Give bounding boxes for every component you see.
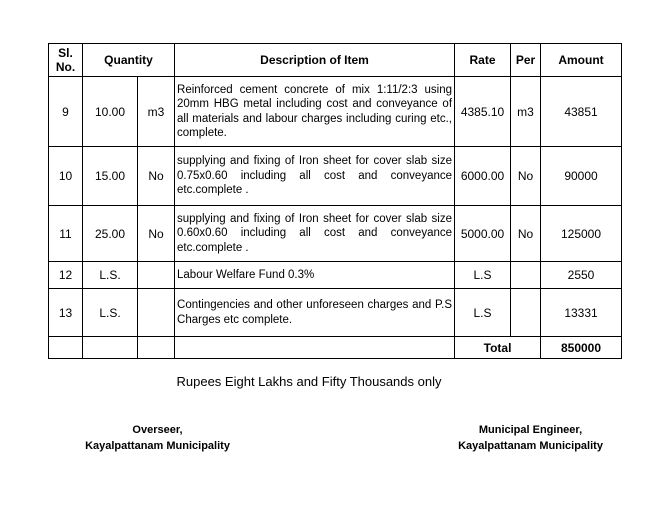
cell-sl: 12 <box>49 262 83 289</box>
cell-unit: m3 <box>138 77 175 147</box>
table-header-row <box>49 44 622 77</box>
cell-description: supplying and fixing of Iron sheet for cover slab size 0.60x0.60 including all cost and conveyance etc.complete . <box>175 206 455 262</box>
cell-amount: 90000 <box>541 147 622 206</box>
header-rate: Rate <box>455 44 511 77</box>
header-sl-no: Sl. No. <box>49 44 83 77</box>
cell-sl: 9 <box>49 77 83 147</box>
table-row <box>49 262 622 289</box>
cell-unit <box>138 262 175 289</box>
signature-overseer <box>70 422 245 454</box>
cell-description: Contingencies and other unforeseen charges and P.S Charges etc complete. <box>175 289 455 337</box>
cell-rate: L.S <box>455 289 511 337</box>
cell-per: m3 <box>511 77 541 147</box>
amount-in-words: Rupees Eight Lakhs and Fifty Thousands only <box>176 374 442 389</box>
total-row <box>49 337 622 359</box>
header-quantity: Quantity <box>83 44 175 77</box>
signature-title: Municipal Engineer, <box>478 424 583 436</box>
cell-per: No <box>511 206 541 262</box>
cell-sl: 10 <box>49 147 83 206</box>
cell-rate: 4385.10 <box>455 77 511 147</box>
total-amount: 850000 <box>541 337 622 359</box>
cell-description: Reinforced cement concrete of mix 1:11/2:3 using 20mm HBG metal including cost and conveyance of all materials and labour charges including curing etc., complete. <box>175 77 455 147</box>
cell-amount: 13331 <box>541 289 622 337</box>
cell-amount: 2550 <box>541 262 622 289</box>
header-description: Description of Item <box>175 44 455 77</box>
total-label: Total <box>455 337 541 359</box>
cell-qty: 25.00 <box>83 206 138 262</box>
cell-unit: No <box>138 206 175 262</box>
cell-qty: L.S. <box>83 289 138 337</box>
table-row <box>49 77 622 147</box>
cell-unit <box>138 289 175 337</box>
cell-qty: 10.00 <box>83 77 138 147</box>
cell-amount: 125000 <box>541 206 622 262</box>
cell-description: supplying and fixing of Iron sheet for cover slab size 0.75x0.60 including all cost and conveyance etc.complete . <box>175 147 455 206</box>
cell-sl: 13 <box>49 289 83 337</box>
cell-qty: 15.00 <box>83 147 138 206</box>
table-row <box>49 147 622 206</box>
cell-per: No <box>511 147 541 206</box>
signature-municipal-engineer <box>448 422 613 454</box>
signature-org: Kayalpattanam Municipality <box>458 440 603 452</box>
cell-qty: L.S. <box>83 262 138 289</box>
cell-per <box>511 262 541 289</box>
cell-rate: 6000.00 <box>455 147 511 206</box>
cell-sl: 11 <box>49 206 83 262</box>
header-amount: Amount <box>541 44 622 77</box>
header-per: Per <box>511 44 541 77</box>
estimate-table <box>48 43 622 359</box>
signature-title: Overseer, <box>132 424 183 436</box>
cell-rate: L.S <box>455 262 511 289</box>
signature-org: Kayalpattanam Municipality <box>85 440 230 452</box>
table-row <box>49 289 622 337</box>
cell-amount: 43851 <box>541 77 622 147</box>
cell-description: Labour Welfare Fund 0.3% <box>175 262 455 289</box>
table-row <box>49 206 622 262</box>
cell-rate: 5000.00 <box>455 206 511 262</box>
cell-unit: No <box>138 147 175 206</box>
cell-per <box>511 289 541 337</box>
